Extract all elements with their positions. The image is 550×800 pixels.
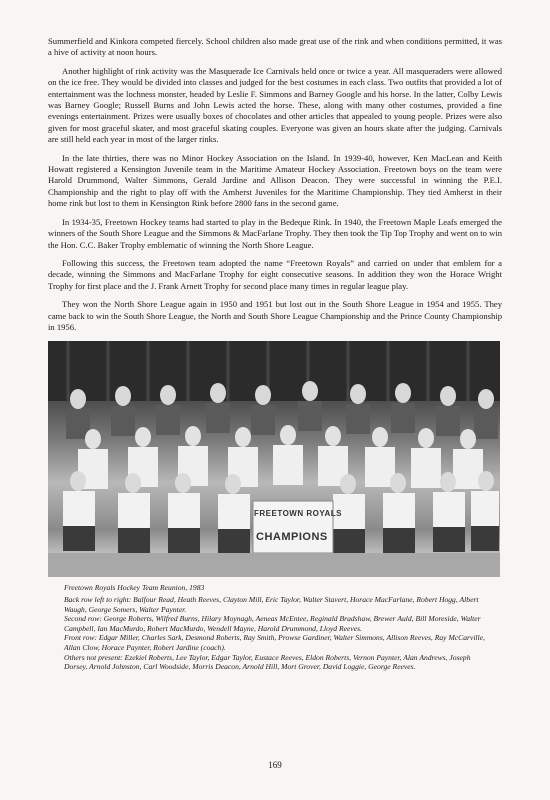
banner-team-name: FREETOWN ROYALS bbox=[254, 509, 342, 519]
paragraph-1: Summerfield and Kinkora competed fiercely. School children also made great use of the rink and when conditions permitted, it was a hive of activity at noon hours. bbox=[48, 36, 502, 58]
caption-title: Freetown Royals Hockey Team Reunion, 1983 bbox=[64, 583, 205, 593]
paragraph-freetown-royals: Following this success, the Freetown team adopted the name “Freetown Royals” and carried on under that emblem for a decade, winning the Simmons and MacFarlane Trophy for eight consecutive seasons. In addition they won the Horace Wright Trophy for first place and the J. Frank Arnett Trophy for second place many times in regular league play. bbox=[48, 257, 502, 291]
team-reunion-photo bbox=[48, 341, 500, 577]
paragraph-masquerade: Another highlight of rink activity was the Masquerade Ice Carnivals held once or twice a year. All masqueraders were allowed on the ice free. They would be divided into classes and judged for the best costumes in each class. Two outfits that provided a lot of entertainment was the lochness monster, headed by Leslie F. Simmons and Barney Google and his horse. In the latter, Colby Lewis was Barney Google; Russell Burns and John Lewis acted the horse. These, along with many other costumes, provided a fine evenings entertainment. Prizes were usually boxes of chocolates and other articles that appealed to young people. Prizes were also given for most graceful skater, and most graceful skating couples. Everyone was given an hours skate after the judging. Carnivals are still held each year in most of the larger rinks. bbox=[48, 65, 502, 145]
caption-others-not-present: Others not present: Ezekiel Roberts, Lee Taylor, Edgar Taylor, Eustace Reeves, Eldon Roberts, Vernon Paynter, Alan Andrews, Joseph Dorsey, Arnold Johnston, Carl Woodside, Morris Deacon, Arnold Hill, Mort Grover, David Loggie, George Reeves. bbox=[64, 652, 471, 672]
paragraph-late-thirties: In the late thirties, there was no Minor Hockey Association on the Island. In 1939-40, however, Ken MacLean and Keith Howatt registered a Kensington Juvenile team in the Maritime Amateur Hockey Association. Freetown boys on the team were Harold Drummond, Walter Simmons, Gerald Jardine and Allison Deacon. They were successful in winning the P.E.I. Championship and the right to play off with the Amherst Juveniles for the Maritime Championship. They tied Amherst in their home rink but lost to them in Kensington Rink before 2800 fans in the second game. bbox=[48, 152, 502, 209]
banner-champions: CHAMPIONS bbox=[256, 531, 328, 544]
caption-second-row: Second row: George Roberts, Wilfred Burns, Hilary Moynagh, Aeneas McEntee, Reginald Bradshaw, Brewer Auld, Bill Moreside, Walter Campbell, Ian MacMurdo, Robert MacMurdo, Wendell Mayne, Harold Drummond, Lloyd Reeves. bbox=[64, 614, 481, 633]
page-number: 169 bbox=[268, 760, 282, 770]
caption-front-row: Front row: Edgar Miller, Charles Sark, Desmond Roberts, Ray Smith, Prowse Gardiner, Walter Simmons, Allison Reeves, Ray McCarville, Allan Clow, Horace Paynter, Robert Jardine (coach). bbox=[64, 633, 485, 652]
paragraph-bedeque-rink: In 1934-35, Freetown Hockey teams had started to play in the Bedeque Rink. In 1940, the Freetown Maple Leafs emerged the winners of the South Shore League and the Simmons & MacFarlane Trophy. They then took the Tip Top Trophy and went on to win the Hon. C.C. Baker Trophy emblematic of winning the North Shore League. bbox=[48, 216, 502, 250]
photo-caption bbox=[48, 583, 502, 671]
caption-back-row: Back row left to right: Balfour Read, Heath Reeves, Clayton Mill, Eric Taylor, Walter Stavert, Horace MacFarlane, Robert Hogg, Albert Waugh, George Somers, Walter Paynter. bbox=[64, 594, 479, 614]
paragraph-north-shore-league: They won the North Shore League again in 1950 and 1951 but lost out in the South Shore League in 1954 and 1955. They came back to win the South Shore League, the North and South Shore League Championship and the Prince County Championship in 1956. bbox=[48, 299, 502, 332]
